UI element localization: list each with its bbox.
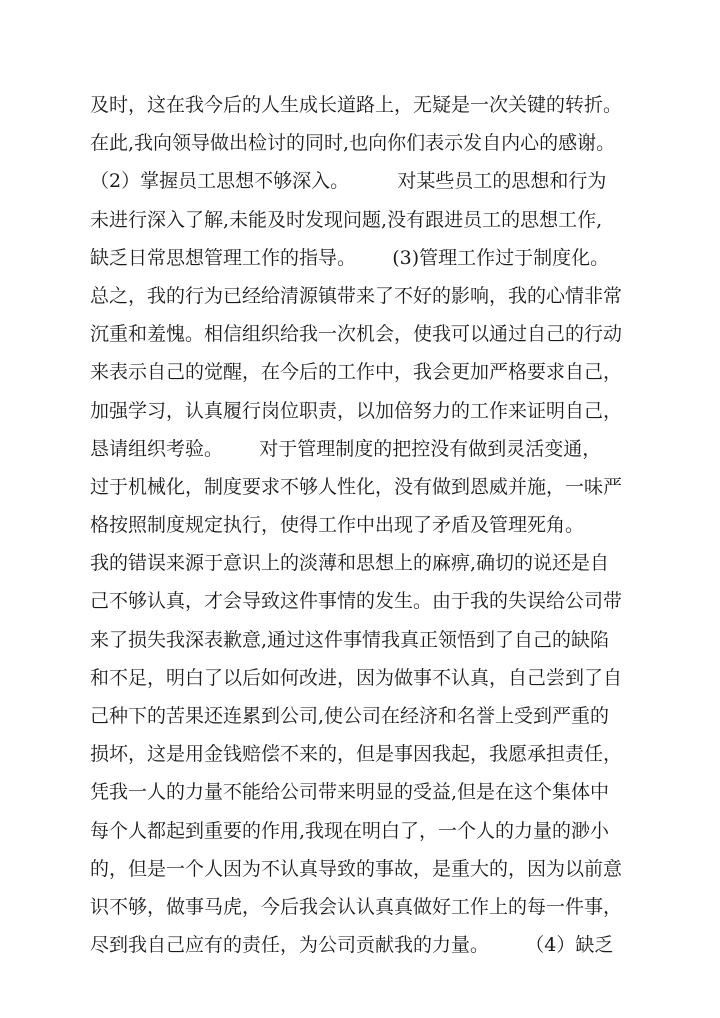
text-line: 加强学习，认真履行岗位职责，以加倍努力的工作来证明自己， xyxy=(90,399,623,422)
text-line: 识不够，做事马虎，今后我会认认真真做好工作上的每一件事， xyxy=(90,895,623,918)
text-line: 损坏，这是用金钱赔偿不来的，但是事因我起，我愿承担责任， xyxy=(90,743,623,766)
text-line: 格按照制度规定执行，使得工作中出现了矛盾及管理死角。 xyxy=(90,514,585,537)
text-line: 过于机械化，制度要求不够人性化，没有做到恩威并施，一味严 xyxy=(90,475,623,498)
text-line: 未进行深入了解,未能及时发现问题,没有跟进员工的思想工作, xyxy=(90,208,603,231)
text-line: 我的错误来源于意识上的淡薄和思想上的麻痹,确切的说还是自 xyxy=(90,552,610,575)
text-line: 恳请组织考验。 对于管理制度的把控没有做到灵活变通， xyxy=(90,437,602,460)
text-line: 己种下的苦果还连累到公司,使公司在经济和名誉上受到严重的 xyxy=(90,705,610,727)
text-line: （2）掌握员工思想不够深入。 对某些员工的思想和行为 xyxy=(90,170,607,193)
text-line: 在此,我向领导做出检讨的同时,也向你们表示发自内心的感谢。 xyxy=(90,132,616,155)
text-line: 凭我一人的力量不能给公司带来明显的受益,但是在这个集体中 xyxy=(90,781,610,804)
document-body-text xyxy=(90,86,650,964)
text-line: 每个人都起到重要的作用,我现在明白了，一个人的力量的渺小 xyxy=(90,819,610,842)
text-line: 及时，这在我今后的人生成长道路上，无疑是一次关键的转折。 xyxy=(90,94,623,116)
text-line: 总之，我的行为已经给清源镇带来了不好的影响，我的心情非常 xyxy=(90,284,623,307)
text-line: 己不够认真，才会导致这件事情的发生。由于我的失误给公司带 xyxy=(90,590,623,613)
text-line: 缺乏日常思想管理工作的指导。 (3)管理工作过于制度化。 xyxy=(90,246,610,269)
text-line: 沉重和羞愧。相信组织给我一次机会，使我可以通过自己的行动 xyxy=(90,323,623,346)
text-line: 的，但是一个人因为不认真导致的事故，是重大的，因为以前意 xyxy=(90,857,623,880)
text-line: 来表示自己的觉醒，在今后的工作中，我会更加严格要求自己， xyxy=(90,361,623,384)
text-line: 和不足，明白了以后如何改进，因为做事不认真，自己尝到了自 xyxy=(90,666,623,689)
text-line: 尽到我自己应有的责任，为公司贡献我的力量。 （4）缺乏 xyxy=(90,934,614,957)
text-line: 来了损失我深表歉意,通过这件事情我真正领悟到了自己的缺陷 xyxy=(90,628,610,651)
